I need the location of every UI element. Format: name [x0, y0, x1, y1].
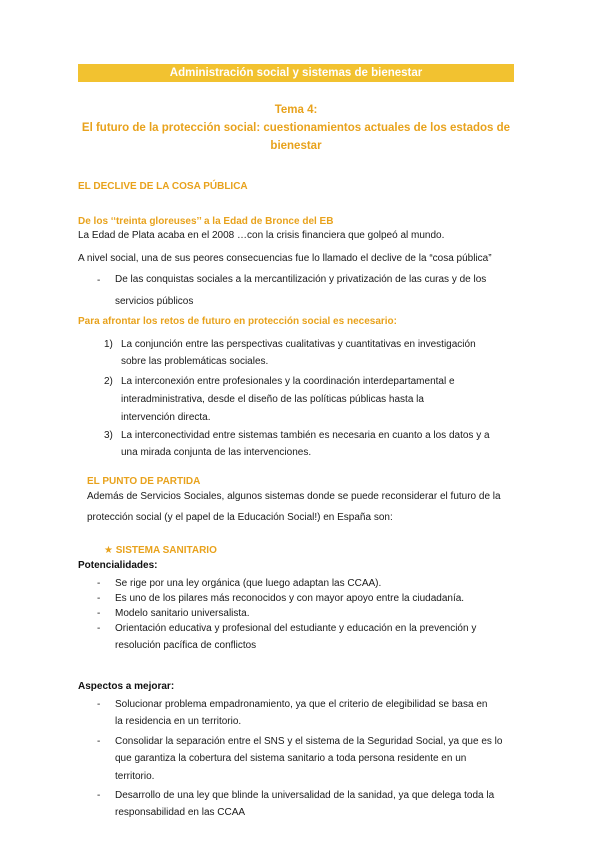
potencialidad-2: Es uno de los pilares más reconocidos y con mayor apoyo entre la ciudadanía. — [115, 593, 465, 604]
aspecto-2-line-3: territorio. — [115, 771, 155, 782]
bullet-dash: - — [97, 736, 101, 747]
numbered-item-2-line-1: La interconexión entre profesionales y la coordinación interdepartamental e — [121, 376, 455, 387]
bullet-dash: - — [97, 578, 101, 589]
numbered-item-3-line-1: La interconectividad entre sistemas también es necesaria en cuanto a los datos y a — [121, 430, 490, 441]
aspecto-2-line-1: Consolidar la separación entre el SNS y el sistema de la Seguridad Social, ya que es lo — [115, 736, 503, 747]
tema-title-line-1: El futuro de la protección social: cuestionamientos actuales de los estados de — [81, 122, 511, 134]
numbered-item-3-line-2: una mirada conjunta de las intervenciones. — [121, 447, 312, 458]
numbered-item-1-line-2: sobre las problemáticas sociales. — [121, 356, 269, 367]
system-heading — [104, 545, 217, 556]
numbered-item-1-line-1: La conjunción entre las perspectivas cualitativas y cuantitativas en investigación — [121, 339, 476, 350]
bullet-dash: - — [97, 608, 101, 619]
section-title-declive: EL DECLIVE DE LA COSA PÚBLICA — [78, 181, 248, 192]
star-icon: ★ — [104, 545, 113, 556]
bullet-conquistas-line-1: De las conquistas sociales a la mercantilización y privatización de las curas y de los — [115, 274, 487, 285]
bullet-dash: - — [97, 593, 101, 604]
section-title-punto-partida: EL PUNTO DE PARTIDA — [87, 476, 201, 487]
potencialidad-4-line-2: resolución pacífica de conflictos — [115, 640, 257, 651]
aspecto-1-line-1: Solucionar problema empadronamiento, ya que el criterio de elegibilidad se basa en — [115, 699, 488, 710]
numbered-item-2-line-3: intervención directa. — [121, 412, 211, 423]
aspecto-3-line-1: Desarrollo de una ley que blinde la universalidad de la sanidad, ya que delega toda la — [115, 790, 495, 801]
subtitle-treinta-gloreuses: De los ‘‘treinta gloreuses’’ a la Edad de Bronce del EB — [78, 216, 334, 227]
paragraph-edad-plata: La Edad de Plata acaba en el 2008 …con la crisis financiera que golpeó al mundo. — [78, 230, 445, 241]
numbered-item-2-number: 2) — [104, 376, 113, 387]
aspecto-1-line-2: la residencia en un territorio. — [115, 716, 242, 727]
system-title-sanitario: SISTEMA SANITARIO — [115, 545, 217, 556]
potencialidades-label: Potencialidades: — [78, 560, 158, 571]
potencialidad-1: Se rige por una ley orgánica (que luego adaptan las CCAA). — [115, 578, 382, 589]
bullet-dash: - — [97, 623, 101, 634]
aspecto-2-line-2: que garantiza la cobertura del sistema sanitario a toda persona residente en un — [115, 753, 467, 764]
potencialidad-3: Modelo sanitario universalista. — [115, 608, 250, 619]
tema-label: Tema 4: — [274, 104, 318, 116]
aspectos-label: Aspectos a mejorar: — [78, 681, 175, 692]
paragraph-ademas-line-2: protección social (y el papel de la Educación Social!) en España son: — [87, 512, 393, 523]
paragraph-nivel-social: A nivel social, una de sus peores consecuencias fue lo llamado el declive de la “cosa pública” — [78, 253, 492, 264]
numbered-item-1-number: 1) — [104, 339, 113, 350]
document-banner: Administración social y sistemas de bienestar — [78, 64, 514, 82]
bullet-dash: - — [97, 275, 101, 286]
numbered-item-3-number: 3) — [104, 430, 113, 441]
tema-title-line-2: bienestar — [270, 140, 322, 152]
subtitle-afrontar-retos: Para afrontar los retos de futuro en protección social es necesario: — [78, 316, 397, 327]
bullet-dash: - — [97, 699, 101, 710]
bullet-conquistas-line-2: servicios públicos — [115, 296, 194, 307]
aspecto-3-line-2: responsabilidad en las CCAA — [115, 807, 246, 818]
numbered-item-2-line-2: interadministrativa, desde el diseño de las políticas públicas hasta la — [121, 394, 424, 405]
bullet-dash: - — [97, 790, 101, 801]
potencialidad-4-line-1: Orientación educativa y profesional del estudiante y educación en la prevención y — [115, 623, 477, 634]
paragraph-ademas-line-1: Además de Servicios Sociales, algunos sistemas donde se puede reconsiderar el futuro de la — [87, 491, 501, 502]
